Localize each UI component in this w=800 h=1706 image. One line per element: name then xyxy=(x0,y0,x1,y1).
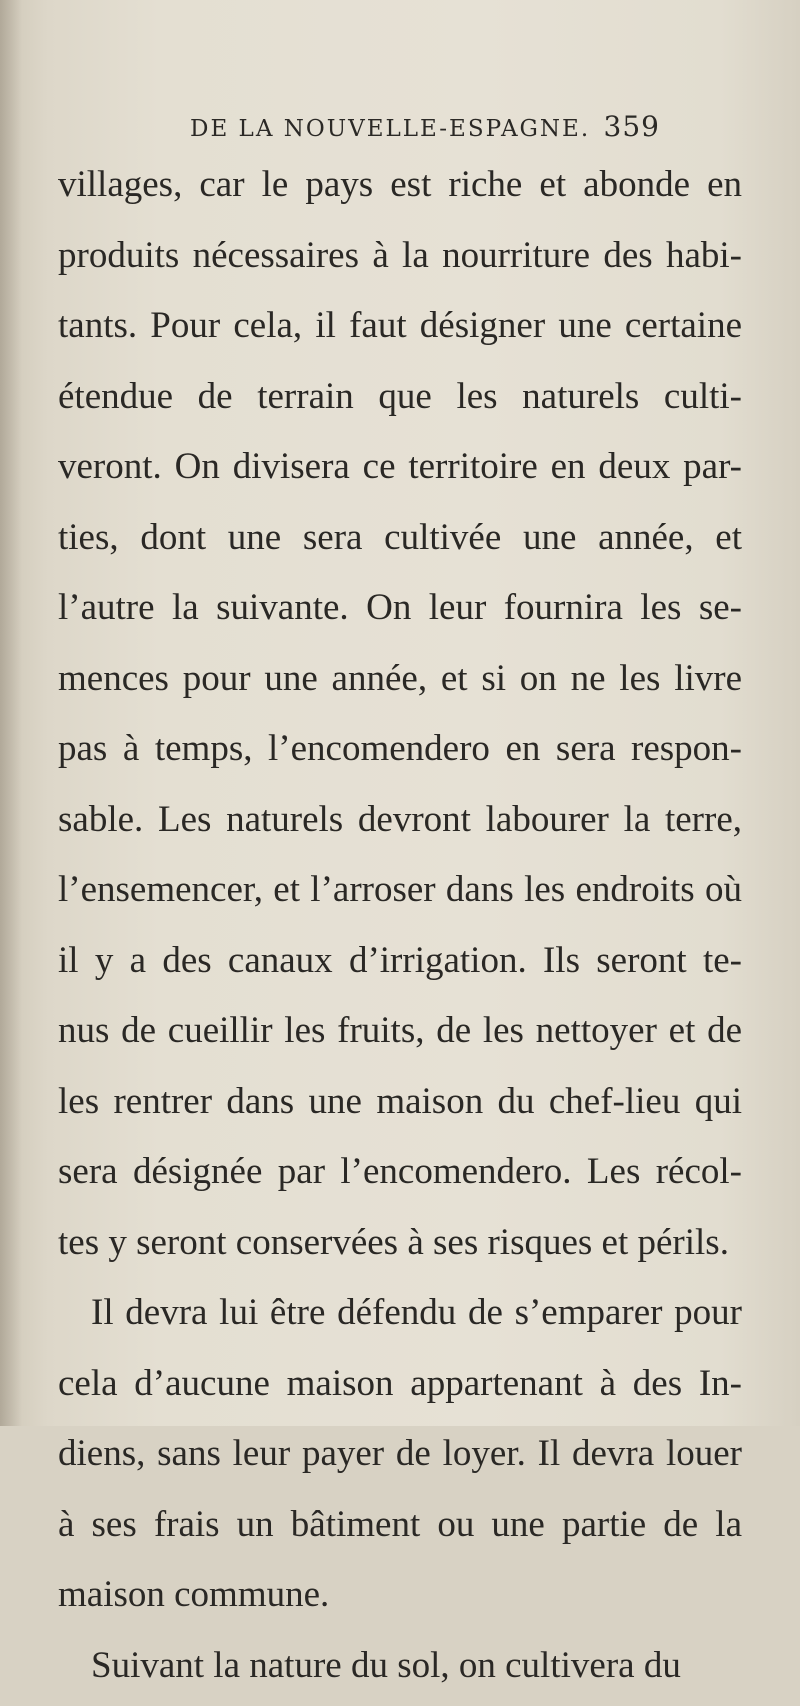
text-line: mences pour une année, et si on ne les livre xyxy=(58,649,742,720)
text-line: l’ensemencer, et l’arroser dans les endroits où xyxy=(58,860,742,931)
page-header xyxy=(190,110,660,143)
text-line: sable. Les naturels devront labourer la terre, xyxy=(58,790,742,861)
text-line: cela d’aucune maison appartenant à des In- xyxy=(58,1354,742,1425)
text-line: pas à temps, l’encomendero en sera respon- xyxy=(58,719,742,790)
text-line: tes y seront conservées à ses risques et périls. xyxy=(58,1213,742,1284)
text-line: l’autre la suivante. On leur fournira les se- xyxy=(58,578,742,649)
page-number: 359 xyxy=(604,110,660,143)
body-text xyxy=(58,155,742,1706)
text-line: sera désignée par l’encomendero. Les récol- xyxy=(58,1142,742,1213)
text-line: maison commune. xyxy=(58,1565,742,1636)
text-line: produits nécessaires à la nourriture des habi- xyxy=(58,226,742,297)
text-line: étendue de terrain que les naturels culti- xyxy=(58,367,742,438)
text-line: Il devra lui être défendu de s’emparer pour xyxy=(58,1283,742,1354)
text-line: les rentrer dans une maison du chef-lieu qui xyxy=(58,1072,742,1143)
text-line: villages, car le pays est riche et abonde en xyxy=(58,155,742,226)
text-line: nus de cueillir les fruits, de les nettoyer et de xyxy=(58,1001,742,1072)
running-title: DE LA NOUVELLE-ESPAGNE. xyxy=(190,116,590,142)
text-line: il y a des canaux d’irrigation. Ils seront te- xyxy=(58,931,742,1002)
text-line: à ses frais un bâtiment ou une partie de la xyxy=(58,1495,742,1566)
spine-shadow xyxy=(0,0,22,1426)
text-line: ties, dont une sera cultivée une année, et xyxy=(58,508,742,579)
text-line: diens, sans leur payer de loyer. Il devra louer xyxy=(58,1424,742,1495)
text-line: tants. Pour cela, il faut désigner une certaine xyxy=(58,296,742,367)
text-line: veront. On divisera ce territoire en deux par- xyxy=(58,437,742,508)
text-line: Suivant la nature du sol, on cultivera du xyxy=(58,1636,742,1706)
